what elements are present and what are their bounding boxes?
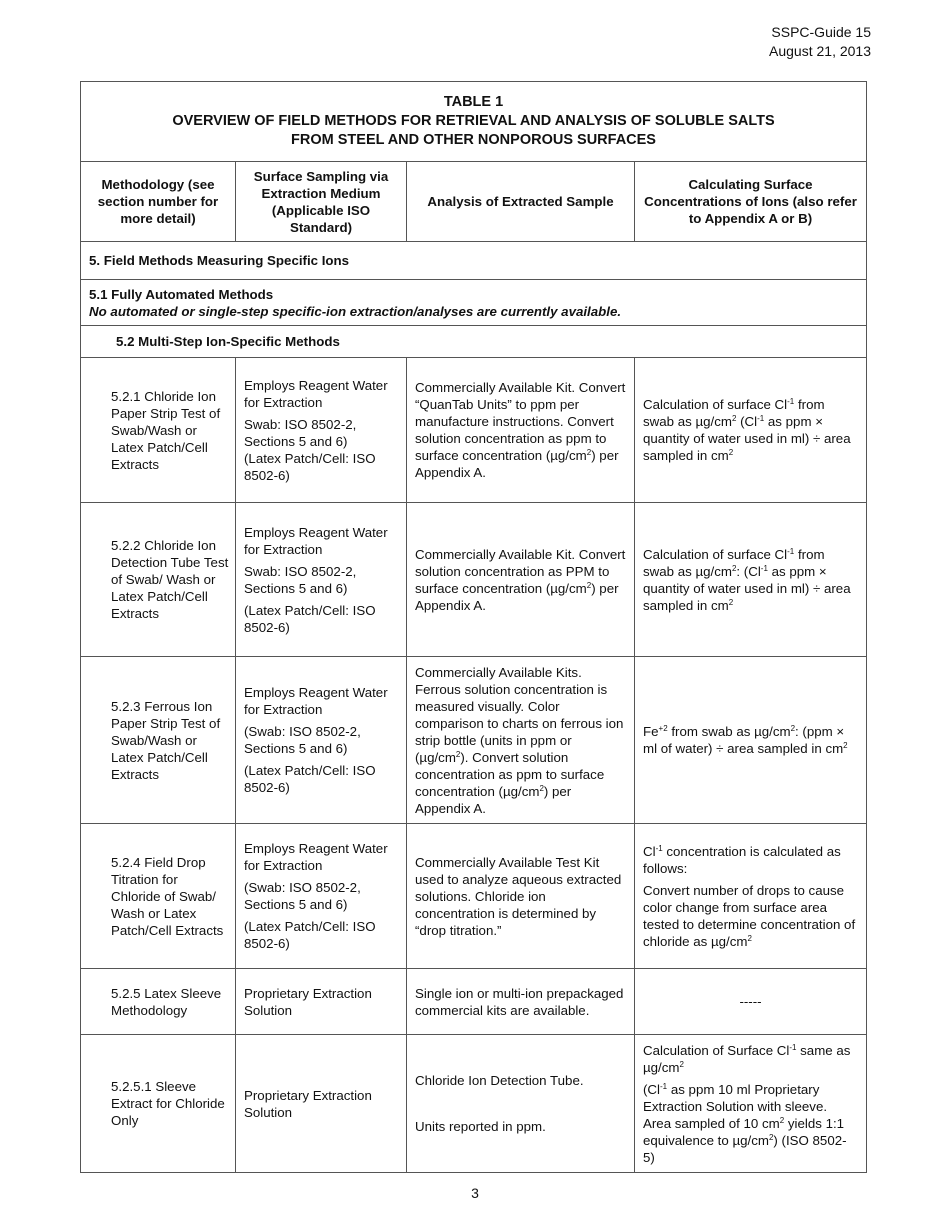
calculation-cell: $Cl^{-1}$ concentration is calculated as follows: Convert number of drops to cause color change from surface area tested to determine concentration of chloride as $\mu g/cm^2$ (635, 824, 867, 969)
sampling-cell: Employs Reagent Water for Extraction (Swab: ISO 8502-2, Sections 5 and 6) (Latex Patch/Cell: ISO 8502-6) (236, 657, 407, 824)
page-number: 3 (471, 1185, 479, 1201)
calculation-cell: Calculation of surface $Cl^{-1}$ from swab as $\mu g/cm^2$ ($Cl^{-1}$ as ppm × quantity of water used in ml) ÷ area sampled in $cm^2$ (635, 358, 867, 503)
method-cell: 5.2.5 Latex Sleeve Methodology (81, 969, 236, 1035)
method-cell: 5.2.2 Chloride Ion Detection Tube Test of Swab/ Wash or Latex Patch/Cell Extracts (81, 503, 236, 657)
section-heading: 5. Field Methods Measuring Specific Ions (81, 242, 867, 280)
analysis-cell: Chloride Ion Detection Tube. Units reported in ppm. (407, 1035, 635, 1173)
sampling-cell: Proprietary Extraction Solution (236, 1035, 407, 1173)
column-header-analysis: Analysis of Extracted Sample (407, 162, 635, 242)
analysis-cell: Commercially Available Kit. Convert solution concentration as PPM to surface concentration $(\mu g/cm^2)$ per Appendix A. (407, 503, 635, 657)
calculation-cell: Calculation of Surface $Cl^{-1}$ same as $\mu g/cm^2$ ($Cl^{-1}$ as ppm 10 ml Proprietary Extraction Solution with sleeve. Area sampled of 10 $cm^2$ yields 1:1 equivalence to $\mu g/cm^2$) (ISO 8502-5) (635, 1035, 867, 1173)
column-header-sampling: Surface Sampling via Extraction Medium (Applicable ISO Standard) (236, 162, 407, 242)
table-row (81, 503, 867, 657)
method-cell: 5.2.5.1 Sleeve Extract for Chloride Only (81, 1035, 236, 1173)
sampling-cell: Employs Reagent Water for Extraction Swab: ISO 8502-2, Sections 5 and 6) (Latex Patch/Cell: ISO 8502-6) (236, 358, 407, 503)
subsection-multistep: 5.2 Multi-Step Ion-Specific Methods (81, 326, 867, 358)
method-cell: 5.2.1 Chloride Ion Paper Strip Test of Swab/Wash or Latex Patch/Cell Extracts (81, 358, 236, 503)
sampling-cell: Proprietary Extraction Solution (236, 969, 407, 1035)
methods-table (80, 81, 867, 1173)
doc-date: August 21, 2013 (769, 43, 871, 59)
subsection-note: No automated or single-step specific-ion extraction/analyses are currently available. (89, 303, 622, 319)
column-header-calculation: Calculating Surface Concentrations of Ions (also refer to Appendix A or B) (635, 162, 867, 242)
analysis-cell: Single ion or multi-ion prepackaged commercial kits are available. (407, 969, 635, 1035)
sampling-cell: Employs Reagent Water for Extraction Swab: ISO 8502-2, Sections 5 and 6) (Latex Patch/Cell: ISO 8502-6) (236, 503, 407, 657)
table-row (81, 358, 867, 503)
table-row (81, 824, 867, 969)
sampling-cell: Employs Reagent Water for Extraction (Swab: ISO 8502-2, Sections 5 and 6) (Latex Patch/Cell: ISO 8502-6) (236, 824, 407, 969)
document-header (769, 23, 871, 61)
table-title: TABLE 1 OVERVIEW OF FIELD METHODS FOR RETRIEVAL AND ANALYSIS OF SOLUBLE SALTS FROM STEEL AND OTHER NONPOROUS SURFACES (81, 82, 867, 162)
calculation-cell: ----- (635, 969, 867, 1035)
method-cell: 5.2.3 Ferrous Ion Paper Strip Test of Swab/Wash or Latex Patch/Cell Extracts (81, 657, 236, 824)
table-row (81, 657, 867, 824)
analysis-cell: Commercially Available Test Kit used to analyze aqueous extracted solutions. Chloride ion concentration is determined by “drop titration.” (407, 824, 635, 969)
column-header-methodology: Methodology (see section number for more detail) (81, 162, 236, 242)
calculation-cell: $Fe^{+2}$ from swab as $\mu g/cm^2$: (ppm × ml of water) ÷ area sampled in $cm^2$ (635, 657, 867, 824)
method-cell: 5.2.4 Field Drop Titration for Chloride of Swab/ Wash or Latex Patch/Cell Extracts (81, 824, 236, 969)
analysis-cell: Commercially Available Kits. Ferrous solution concentration is measured visually. Color comparison to charts on ferrous ion strip bottle (units in ppm or $(\mu g/cm^2)$. Convert solution concentration as ppm to surface concentration $(\mu g/cm^2)$ per Appendix A. (407, 657, 635, 824)
subsection-automated: 5.1 Fully Automated Methods No automated or single-step specific-ion extraction/analyses are currently available. (81, 280, 867, 326)
analysis-cell: Commercially Available Kit. Convert “QuanTab Units” to ppm per manufacture instructions. Convert solution concentration as ppm to surface concentration $(\mu g/cm^2)$ per Appendix A. (407, 358, 635, 503)
doc-id: SSPC-Guide 15 (771, 24, 871, 40)
table-row (81, 1035, 867, 1173)
table-row (81, 969, 867, 1035)
calculation-cell: Calculation of surface $Cl^{-1}$ from swab as $\mu g/cm^2$: ($Cl^{-1}$ as ppm × quantity of water used in ml) ÷ area sampled in $cm^2$ (635, 503, 867, 657)
